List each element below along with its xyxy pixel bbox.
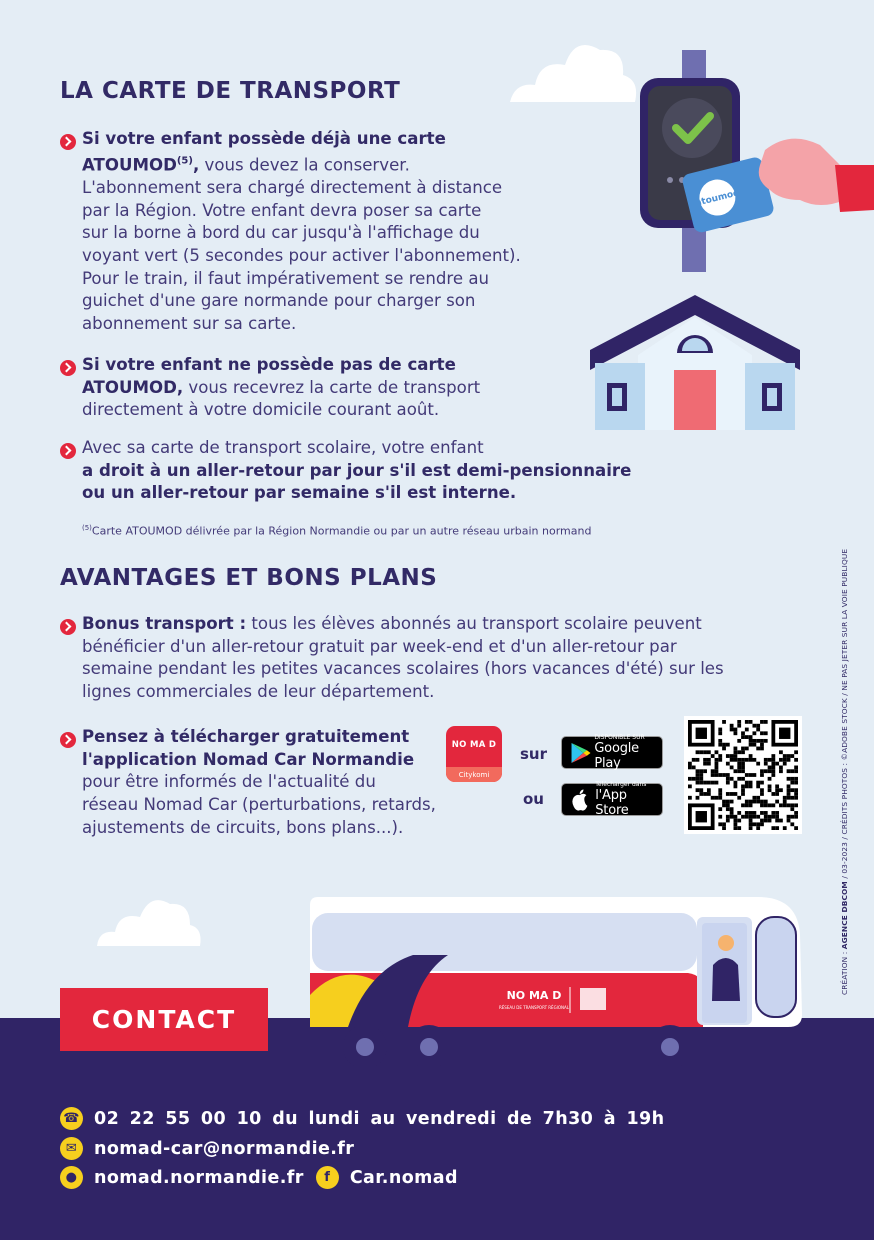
bus-logo-text: NO MA D	[506, 989, 562, 1002]
contact-button[interactable]: CONTACT	[60, 988, 268, 1051]
paragraph-no-card: Si votre enfant ne possède pas de carte ATOUMOD, vous recevrez la carte de transport directement à votre domicile courant août.	[82, 355, 481, 420]
qr-code-pattern	[688, 720, 798, 830]
cloud-illustration-top	[505, 30, 645, 105]
google-play-button[interactable]: DISPONIBLE SUR Google Play	[561, 736, 663, 769]
app-store-button[interactable]: Télécharger dans l'App Store	[561, 783, 663, 816]
section-title-advantages: AVANTAGES ET BONS PLANS	[60, 565, 438, 591]
paragraph-allowance: Avec sa carte de transport scolaire, votre enfant a droit à un aller-retour par jour s'il est demi-pensionnaire ou un aller-retour par semaine s'il est interne.	[82, 438, 632, 503]
bus-illustration	[308, 895, 804, 1067]
paragraph-bonus-transport: Bonus transport : tous les élèves abonnés au transport scolaire peuvent bénéficier d'un aller-retour gratuit par week-end et d'un aller-retour par semaine pendant les petites vacances scolaires (hors vacances d'été) sur les lignes commerciales de leur département.	[82, 614, 724, 702]
google-play-icon	[567, 738, 592, 768]
cloud-illustration-bottom	[95, 890, 205, 948]
contact-website[interactable]: nomad.normandie.fr	[94, 1167, 304, 1188]
contact-web-row	[60, 1166, 458, 1189]
nomad-app-icon[interactable]	[446, 726, 502, 782]
section-title-transport-card: LA CARTE DE TRANSPORT	[60, 78, 401, 104]
bullet-arrow-icon	[60, 732, 76, 748]
paragraph-download-app: Pensez à télécharger gratuitement l'application Nomad Car Normandie pour être informés de l'actualité du réseau Nomad Car (perturbations, retards, ajustements de circuits, bons plans...).	[82, 727, 436, 837]
qr-code[interactable]	[684, 716, 802, 834]
bullet-arrow-icon	[60, 134, 76, 150]
paragraph-existing-card: Si votre enfant possède déjà une carte ATOUMOD$^{(5)}$, vous devez la conserver. L'abonnement sera chargé directement à distance par la Région. Votre enfant devra poser sa carte sur la borne à bord du car jusqu'à l'affichage du voyant vert (5 secondes pour activer l'abonnement). Pour le train, il faut impérativement se rendre au guichet d'une gare normande pour charger son abonnement sur sa carte.	[82, 129, 521, 334]
app-logo-text: NO MA D	[451, 740, 497, 750]
credits-vertical-text: CRÉATION : AGENCE DBCOM / 03-2023 / CRÉDITS PHOTOS : ©ADOBE STOCK / NE PAS JETER SUR LA VOIE PUBLIQUE	[840, 548, 849, 995]
app-badge-text: Citykomi	[458, 771, 490, 779]
contact-facebook[interactable]: Car.nomad	[349, 1167, 458, 1188]
apple-icon	[568, 787, 591, 813]
sur-label: sur	[520, 745, 548, 763]
footnote: $^{(5)}$Carte ATOUMOD délivrée par la Région Normandie ou par un autre réseau urbain normand	[82, 524, 592, 538]
facebook-icon: f	[316, 1166, 339, 1189]
card-reader-illustration	[630, 50, 874, 275]
house-illustration	[590, 295, 800, 430]
bullet-arrow-icon	[60, 619, 76, 635]
contact-phone-row	[60, 1107, 664, 1130]
mail-icon: ✉	[60, 1137, 83, 1160]
bus-logo-subtext: RÉSEAU DE TRANSPORT RÉGIONAL	[499, 1005, 569, 1010]
globe-icon: ●	[60, 1166, 83, 1189]
contact-email[interactable]: nomad-car@normandie.fr	[94, 1138, 355, 1159]
bullet-arrow-icon	[60, 443, 76, 459]
contact-email-row	[60, 1137, 354, 1160]
contact-phone[interactable]: 02 22 55 00 10 du lundi au vendredi de 7h30 à 19h	[94, 1108, 665, 1129]
bullet-arrow-icon	[60, 360, 76, 376]
ou-label: ou	[523, 790, 544, 808]
card-label: atoumod	[694, 188, 741, 209]
phone-icon: ☎	[60, 1107, 83, 1130]
